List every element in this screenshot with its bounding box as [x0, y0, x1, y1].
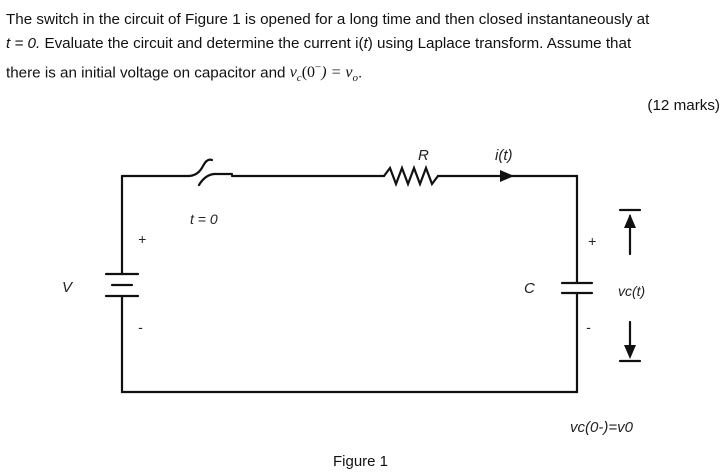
problem-text-2b: ) using Laplace transform. Assume that [367, 35, 632, 52]
math-paren: (0 [301, 64, 316, 82]
switch-time-label: t = 0 [190, 211, 218, 227]
capacitor-label: C [524, 280, 535, 297]
math-sup-minus: − [315, 62, 322, 74]
switch-lever [188, 160, 212, 176]
current-label: i(t) [495, 147, 513, 164]
time-eq: = 0. [10, 35, 41, 52]
math-eq-v: ) = v [321, 64, 353, 82]
switch-contact [199, 174, 232, 185]
vc-label: vc(t) [618, 283, 646, 299]
time-var: t [6, 35, 11, 52]
cap-plus-label: + [588, 233, 597, 249]
down-arrow-icon [624, 345, 636, 359]
bottom-wire [122, 296, 577, 392]
current-time-var: t [363, 35, 368, 52]
math-sub-o: o [352, 72, 358, 85]
initial-condition-label: vc(0-)=v0 [570, 419, 633, 436]
top-wire-right [438, 176, 577, 282]
problem-text-3: there is an initial voltage on capacitor and [6, 64, 290, 82]
source-minus-label: - [138, 319, 143, 335]
source-label: V [62, 279, 73, 296]
figure-caption: Figure 1 [333, 453, 389, 470]
current-arrow-icon [500, 170, 514, 182]
problem-text-2a: Evaluate the circuit and determine the current i( [40, 35, 364, 52]
marks-label: (12 marks) [647, 97, 720, 114]
math-v: v [289, 64, 297, 82]
source-plus-label: + [138, 231, 147, 247]
cap-minus-label: - [586, 319, 591, 335]
resistor-symbol [384, 168, 438, 184]
up-arrow-icon [624, 214, 636, 228]
math-sub-c: c [296, 72, 302, 85]
resistor-label: R [418, 147, 429, 164]
period: . [357, 64, 363, 82]
problem-text-1: The switch in the circuit of Figure 1 is opened for a long time and then closed instantaneously at [6, 11, 650, 28]
